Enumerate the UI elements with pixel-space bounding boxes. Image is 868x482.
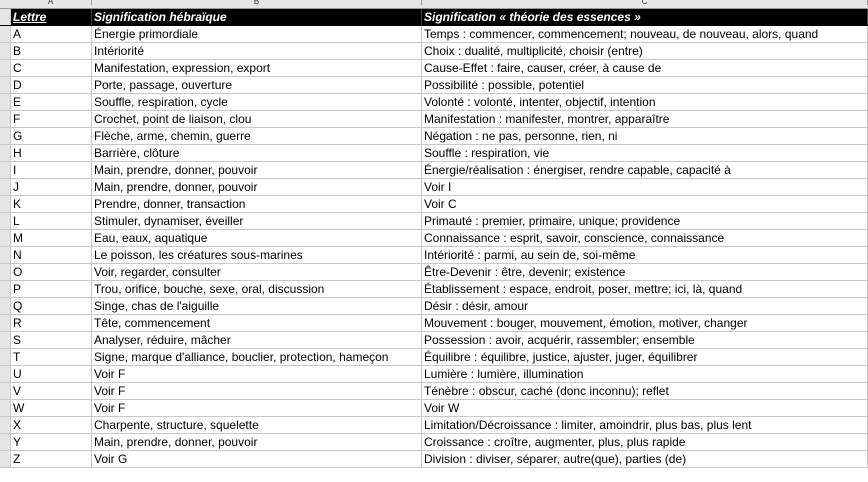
row-number[interactable] (0, 315, 10, 331)
cell-letter[interactable]: P (10, 281, 92, 297)
cell-hebrew[interactable]: Voir F (92, 400, 422, 416)
cell-essence[interactable]: Intériorité : parmi, au sein de, soi-même (422, 247, 868, 263)
row-number[interactable] (0, 128, 10, 144)
cell-letter[interactable]: M (10, 230, 92, 246)
row-number[interactable] (0, 196, 10, 212)
cell-hebrew[interactable]: Barrière, clôture (92, 145, 422, 161)
table-row (0, 111, 868, 128)
cell-essence[interactable]: Division : diviser, séparer, autre(que), parties (de) (422, 451, 868, 467)
cell-letter[interactable]: G (10, 128, 92, 144)
row-number[interactable] (0, 111, 10, 127)
cell-letter[interactable]: X (10, 417, 92, 433)
cell-essence[interactable]: Équilibre : équilibre, justice, ajuster, juger, équilibrer (422, 349, 868, 365)
cell-essence[interactable]: Établissement : espace, endroit, poser, mettre; ici, là, quand (422, 281, 868, 297)
header-cell-hebrew[interactable]: Signification hébraïque (92, 9, 422, 25)
row-number[interactable] (0, 145, 10, 161)
header-row (0, 9, 868, 26)
cell-essence[interactable]: Choix : dualité, multiplicité, choisir (entre) (422, 43, 868, 59)
cell-letter[interactable]: J (10, 179, 92, 195)
cell-hebrew[interactable]: Énergie primordiale (92, 26, 422, 42)
table-row (0, 315, 868, 332)
cell-grid (0, 9, 868, 468)
table-row (0, 417, 868, 434)
table-row (0, 264, 868, 281)
table-row (0, 400, 868, 417)
table-row (0, 298, 868, 315)
table-row (0, 179, 868, 196)
cell-letter[interactable]: A (10, 26, 92, 42)
cell-hebrew[interactable]: Flèche, arme, chemin, guerre (92, 128, 422, 144)
table-row (0, 383, 868, 400)
table-row (0, 26, 868, 43)
row-number[interactable] (0, 230, 10, 246)
table-row (0, 162, 868, 179)
cell-letter[interactable]: T (10, 349, 92, 365)
cell-letter[interactable]: L (10, 213, 92, 229)
cell-hebrew[interactable]: Eau, eaux, aquatique (92, 230, 422, 246)
cell-letter[interactable]: E (10, 94, 92, 110)
column-header-a[interactable]: A (10, 0, 92, 5)
cell-hebrew[interactable]: Signe, marque d'alliance, bouclier, protection, hameçon (92, 349, 422, 365)
column-header-b[interactable]: B (92, 0, 422, 5)
row-number[interactable] (0, 162, 10, 178)
cell-essence[interactable]: Mouvement : bouger, mouvement, émotion, motiver, changer (422, 315, 868, 331)
cell-letter[interactable]: H (10, 145, 92, 161)
cell-letter[interactable]: I (10, 162, 92, 178)
table-row (0, 332, 868, 349)
cell-letter[interactable]: Q (10, 298, 92, 314)
cell-essence[interactable]: Lumière : lumière, illumination (422, 366, 868, 382)
table-row (0, 434, 868, 451)
row-number[interactable] (0, 349, 10, 365)
cell-essence[interactable]: Voir I (422, 179, 868, 195)
cell-letter[interactable]: S (10, 332, 92, 348)
cell-letter[interactable]: F (10, 111, 92, 127)
cell-essence[interactable]: Connaissance : esprit, savoir, conscience, connaissance (422, 230, 868, 246)
cell-letter[interactable]: D (10, 77, 92, 93)
cell-essence[interactable]: Ténèbre : obscur, caché (donc inconnu); reflet (422, 383, 868, 399)
cell-letter[interactable]: O (10, 264, 92, 280)
row-number[interactable] (0, 332, 10, 348)
cell-hebrew[interactable]: Intériorité (92, 43, 422, 59)
cell-essence[interactable]: Possibilité : possible, potentiel (422, 77, 868, 93)
cell-letter[interactable]: N (10, 247, 92, 263)
cell-hebrew[interactable]: Crochet, point de liaison, clou (92, 111, 422, 127)
cell-essence[interactable]: Croissance : croître, augmenter, plus, plus rapide (422, 434, 868, 450)
cell-hebrew[interactable]: Main, prendre, donner, pouvoir (92, 434, 422, 450)
cell-hebrew[interactable]: Main, prendre, donner, pouvoir (92, 162, 422, 178)
table-row (0, 43, 868, 60)
row-number[interactable] (0, 77, 10, 93)
header-cell-letter[interactable]: Lettre (10, 9, 92, 25)
header-cell-essence[interactable]: Signification « théorie des essences » (422, 9, 868, 25)
row-number[interactable] (0, 26, 10, 42)
table-row (0, 77, 868, 94)
cell-essence[interactable]: Voir W (422, 400, 868, 416)
cell-letter[interactable]: Z (10, 451, 92, 467)
table-row (0, 247, 868, 264)
cell-hebrew[interactable]: Trou, orifice, bouche, sexe, oral, discussion (92, 281, 422, 297)
row-number[interactable] (0, 264, 10, 280)
table-row (0, 128, 868, 145)
cell-essence[interactable]: Souffle : respiration, vie (422, 145, 868, 161)
row-number[interactable] (0, 434, 10, 450)
row-number[interactable] (0, 383, 10, 399)
cell-hebrew[interactable]: Le poisson, les créatures sous-marines (92, 247, 422, 263)
cell-letter[interactable]: R (10, 315, 92, 331)
row-number[interactable] (0, 451, 10, 467)
row-number[interactable] (0, 213, 10, 229)
table-row (0, 196, 868, 213)
cell-hebrew[interactable]: Voir, regarder, consulter (92, 264, 422, 280)
cell-hebrew[interactable]: Voir F (92, 366, 422, 382)
row-number[interactable] (0, 179, 10, 195)
table-row (0, 94, 868, 111)
cell-essence[interactable]: Possession : avoir, acquérir, rassembler; ensemble (422, 332, 868, 348)
row-number[interactable] (0, 400, 10, 416)
table-row (0, 281, 868, 298)
cell-letter[interactable]: W (10, 400, 92, 416)
cell-essence[interactable]: Manifestation : manifester, montrer, apparaître (422, 111, 868, 127)
cell-essence[interactable]: Temps : commencer, commencement; nouveau, de nouveau, alors, quand (422, 26, 868, 42)
cell-essence[interactable]: Primauté : premier, primaire, unique; providence (422, 213, 868, 229)
cell-hebrew[interactable]: Porte, passage, ouverture (92, 77, 422, 93)
cell-hebrew[interactable]: Voir G (92, 451, 422, 467)
row-number[interactable] (0, 43, 10, 59)
table-row (0, 145, 868, 162)
row-number[interactable] (0, 60, 10, 76)
cell-letter[interactable]: B (10, 43, 92, 59)
cell-hebrew[interactable]: Main, prendre, donner, pouvoir (92, 179, 422, 195)
cell-hebrew[interactable]: Analyser, réduire, mâcher (92, 332, 422, 348)
table-row (0, 230, 868, 247)
cell-hebrew[interactable]: Prendre, donner, transaction (92, 196, 422, 212)
column-header-c[interactable]: C (422, 0, 868, 5)
cell-essence[interactable]: Être-Devenir : être, devenir; existence (422, 264, 868, 280)
cell-hebrew[interactable]: Singe, chas de l'aiguille (92, 298, 422, 314)
cell-letter[interactable]: U (10, 366, 92, 382)
cell-hebrew[interactable]: Stimuler, dynamiser, éveiller (92, 213, 422, 229)
cell-hebrew[interactable]: Souffle, respiration, cycle (92, 94, 422, 110)
cell-essence[interactable]: Cause-Effet : faire, causer, créer, à cause de (422, 60, 868, 76)
cell-essence[interactable]: Énergie/réalisation : énergiser, rendre capable, capacité à (422, 162, 868, 178)
table-row (0, 349, 868, 366)
cell-essence[interactable]: Négation : ne pas, personne, rien, ni (422, 128, 868, 144)
cell-essence[interactable]: Volonté : volonté, intenter, objectif, intention (422, 94, 868, 110)
row-number[interactable] (0, 247, 10, 263)
table-row (0, 366, 868, 383)
row-number[interactable] (0, 281, 10, 297)
cell-essence[interactable]: Limitation/Décroissance : limiter, amoindrir, plus bas, plus lent (422, 417, 868, 433)
cell-hebrew[interactable]: Manifestation, expression, export (92, 60, 422, 76)
cell-essence[interactable]: Désir : désir, amour (422, 298, 868, 314)
cell-letter[interactable]: C (10, 60, 92, 76)
cell-hebrew[interactable]: Voir F (92, 383, 422, 399)
row-number[interactable] (0, 417, 10, 433)
table-row (0, 451, 868, 468)
cell-hebrew[interactable]: Tête, commencement (92, 315, 422, 331)
table-row (0, 60, 868, 77)
row-number[interactable] (0, 298, 10, 314)
cell-letter[interactable]: Y (10, 434, 92, 450)
column-header-bar (0, 0, 868, 9)
cell-essence[interactable]: Voir C (422, 196, 868, 212)
cell-letter[interactable]: K (10, 196, 92, 212)
cell-hebrew[interactable]: Charpente, structure, squelette (92, 417, 422, 433)
row-number[interactable] (0, 366, 10, 382)
row-number[interactable] (0, 94, 10, 110)
cell-letter[interactable]: V (10, 383, 92, 399)
table-row (0, 213, 868, 230)
row-number[interactable] (0, 9, 10, 25)
